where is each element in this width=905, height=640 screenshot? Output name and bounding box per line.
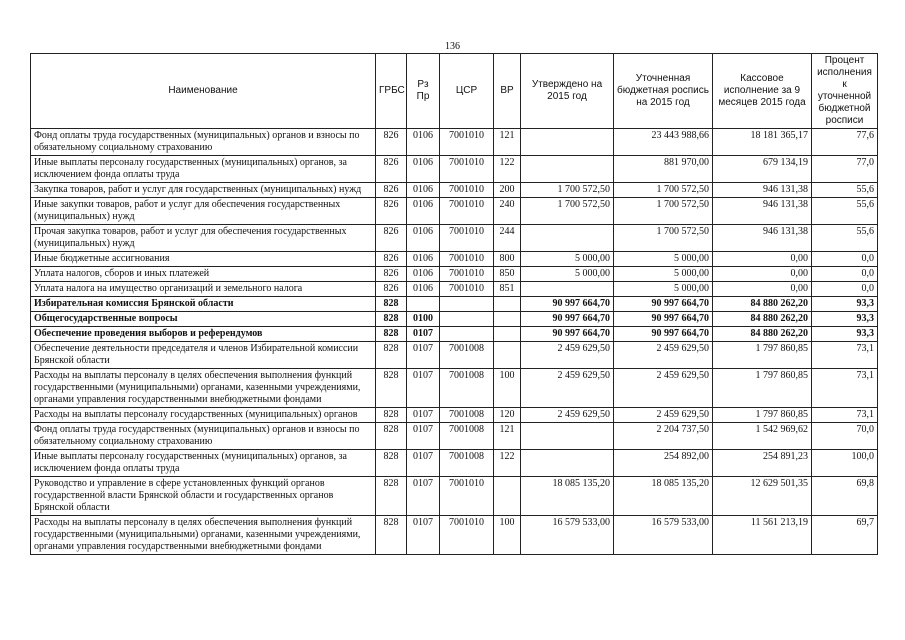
cell-vr: 200: [494, 183, 521, 198]
cell-approved: 16 579 533,00: [521, 516, 614, 555]
cell-csr: 7001010: [440, 267, 494, 282]
cell-rzpr: 0106: [407, 156, 440, 183]
cell-percent: 73,1: [812, 369, 878, 408]
cell-rzpr: 0107: [407, 369, 440, 408]
col-header-csr: ЦСР: [440, 54, 494, 129]
cell-percent: 69,8: [812, 477, 878, 516]
cell-percent: 69,7: [812, 516, 878, 555]
cell-csr: 7001010: [440, 129, 494, 156]
cell-cash: 18 181 365,17: [713, 129, 812, 156]
cell-grbs: 828: [376, 327, 407, 342]
cell-revised: 16 579 533,00: [614, 516, 713, 555]
cell-percent: 55,6: [812, 225, 878, 252]
cell-approved: 90 997 664,70: [521, 327, 614, 342]
cell-grbs: 828: [376, 297, 407, 312]
cell-csr: 7001008: [440, 369, 494, 408]
cell-vr: 121: [494, 423, 521, 450]
col-header-approved: Утверждено на 2015 год: [521, 54, 614, 129]
cell-vr: 851: [494, 282, 521, 297]
cell-cash: 1 797 860,85: [713, 342, 812, 369]
cell-approved: [521, 450, 614, 477]
cell-percent: 100,0: [812, 450, 878, 477]
cell-csr: 7001010: [440, 477, 494, 516]
cell-percent: 55,6: [812, 183, 878, 198]
table-header-row: [31, 54, 878, 129]
cell-grbs: 826: [376, 183, 407, 198]
cell-approved: [521, 423, 614, 450]
table-row: [31, 297, 878, 312]
cell-percent: 55,6: [812, 198, 878, 225]
cell-rzpr: 0107: [407, 516, 440, 555]
cell-name: Фонд оплаты труда государственных (муниципальных) органов и взносы по обязательному социальному страхованию: [31, 423, 376, 450]
cell-approved: 90 997 664,70: [521, 312, 614, 327]
cell-grbs: 828: [376, 369, 407, 408]
cell-percent: 0,0: [812, 252, 878, 267]
cell-name: Расходы на выплаты персоналу в целях обеспечения выполнения функций государственными (муниципальными) органами, казенными учреждениями, органами управления государственными внебюджетными фондами: [31, 516, 376, 555]
cell-approved: 5 000,00: [521, 267, 614, 282]
cell-revised: 1 700 572,50: [614, 198, 713, 225]
cell-percent: 77,6: [812, 129, 878, 156]
cell-cash: 946 131,38: [713, 198, 812, 225]
cell-grbs: 826: [376, 267, 407, 282]
table-row: [31, 198, 878, 225]
cell-grbs: 826: [376, 129, 407, 156]
cell-grbs: 828: [376, 477, 407, 516]
cell-cash: 254 891,23: [713, 450, 812, 477]
table-row: [31, 342, 878, 369]
cell-approved: [521, 129, 614, 156]
cell-revised: 5 000,00: [614, 282, 713, 297]
table-row: [31, 183, 878, 198]
cell-rzpr: 0106: [407, 198, 440, 225]
cell-vr: [494, 327, 521, 342]
cell-cash: 946 131,38: [713, 225, 812, 252]
table-row: [31, 450, 878, 477]
cell-vr: 122: [494, 450, 521, 477]
cell-csr: 7001010: [440, 516, 494, 555]
table-row: [31, 369, 878, 408]
cell-revised: 2 459 629,50: [614, 369, 713, 408]
cell-vr: 850: [494, 267, 521, 282]
cell-name: Руководство и управление в сфере установленных функций органов государственной власти Брянской области и государственных органов Брянской области: [31, 477, 376, 516]
cell-vr: 121: [494, 129, 521, 156]
cell-cash: 1 542 969,62: [713, 423, 812, 450]
table-row: [31, 282, 878, 297]
cell-name: Обеспечение деятельности председателя и членов Избирательной комиссии Брянской области: [31, 342, 376, 369]
cell-name: Уплата налогов, сборов и иных платежей: [31, 267, 376, 282]
cell-csr: 7001010: [440, 183, 494, 198]
cell-csr: [440, 312, 494, 327]
cell-rzpr: 0106: [407, 183, 440, 198]
cell-csr: 7001008: [440, 408, 494, 423]
cell-approved: 5 000,00: [521, 252, 614, 267]
cell-vr: 122: [494, 156, 521, 183]
cell-revised: 5 000,00: [614, 267, 713, 282]
cell-rzpr: 0106: [407, 267, 440, 282]
cell-cash: 0,00: [713, 267, 812, 282]
cell-revised: 881 970,00: [614, 156, 713, 183]
cell-percent: 77,0: [812, 156, 878, 183]
cell-rzpr: 0107: [407, 327, 440, 342]
cell-cash: 679 134,19: [713, 156, 812, 183]
cell-cash: 12 629 501,35: [713, 477, 812, 516]
cell-rzpr: 0107: [407, 423, 440, 450]
cell-revised: 2 204 737,50: [614, 423, 713, 450]
cell-vr: 100: [494, 369, 521, 408]
cell-csr: 7001010: [440, 225, 494, 252]
table-row: [31, 423, 878, 450]
cell-revised: 90 997 664,70: [614, 297, 713, 312]
cell-vr: 100: [494, 516, 521, 555]
cell-vr: 800: [494, 252, 521, 267]
cell-revised: 5 000,00: [614, 252, 713, 267]
cell-approved: 2 459 629,50: [521, 342, 614, 369]
cell-cash: 11 561 213,19: [713, 516, 812, 555]
col-header-grbs: ГРБС: [376, 54, 407, 129]
cell-csr: 7001008: [440, 342, 494, 369]
cell-revised: 90 997 664,70: [614, 312, 713, 327]
cell-approved: [521, 282, 614, 297]
cell-name: Иные бюджетные ассигнования: [31, 252, 376, 267]
cell-revised: 1 700 572,50: [614, 225, 713, 252]
col-header-name: Наименование: [31, 54, 376, 129]
cell-vr: [494, 477, 521, 516]
budget-table: [30, 53, 878, 555]
cell-rzpr: 0106: [407, 282, 440, 297]
col-header-vr: ВР: [494, 54, 521, 129]
cell-revised: 18 085 135,20: [614, 477, 713, 516]
cell-rzpr: [407, 297, 440, 312]
cell-csr: 7001010: [440, 156, 494, 183]
cell-percent: 93,3: [812, 327, 878, 342]
cell-vr: 120: [494, 408, 521, 423]
cell-rzpr: 0107: [407, 342, 440, 369]
cell-approved: [521, 225, 614, 252]
cell-rzpr: 0107: [407, 477, 440, 516]
cell-cash: 946 131,38: [713, 183, 812, 198]
col-header-rzpr: Рз Пр: [407, 54, 440, 129]
cell-rzpr: 0106: [407, 252, 440, 267]
cell-grbs: 826: [376, 156, 407, 183]
cell-csr: [440, 327, 494, 342]
cell-cash: 1 797 860,85: [713, 369, 812, 408]
cell-grbs: 826: [376, 252, 407, 267]
cell-rzpr: 0107: [407, 450, 440, 477]
cell-grbs: 828: [376, 408, 407, 423]
cell-vr: [494, 342, 521, 369]
cell-rzpr: 0107: [407, 408, 440, 423]
cell-rzpr: 0106: [407, 225, 440, 252]
cell-name: Расходы на выплаты персоналу государственных (муниципальных) органов: [31, 408, 376, 423]
cell-name: Иные выплаты персоналу государственных (муниципальных) органов, за исключением фонда оплаты труда: [31, 156, 376, 183]
cell-csr: [440, 297, 494, 312]
col-header-revised: Уточненная бюджетная роспись на 2015 год: [614, 54, 713, 129]
cell-grbs: 828: [376, 342, 407, 369]
cell-percent: 93,3: [812, 297, 878, 312]
cell-name: Общегосударственные вопросы: [31, 312, 376, 327]
cell-cash: 84 880 262,20: [713, 312, 812, 327]
cell-grbs: 826: [376, 282, 407, 297]
cell-revised: 23 443 988,66: [614, 129, 713, 156]
cell-cash: 1 797 860,85: [713, 408, 812, 423]
cell-vr: 240: [494, 198, 521, 225]
table-row: [31, 225, 878, 252]
cell-cash: 0,00: [713, 282, 812, 297]
cell-name: Иные закупки товаров, работ и услуг для обеспечения государственных (муниципальных) нужд: [31, 198, 376, 225]
cell-revised: 2 459 629,50: [614, 342, 713, 369]
cell-name: Прочая закупка товаров, работ и услуг для обеспечения государственных (муниципальных) нужд: [31, 225, 376, 252]
cell-grbs: 826: [376, 225, 407, 252]
cell-percent: 73,1: [812, 342, 878, 369]
col-header-percent: Процент исполнения к уточненной бюджетной росписи: [812, 54, 878, 129]
cell-name: Уплата налога на имущество организаций и земельного налога: [31, 282, 376, 297]
cell-percent: 0,0: [812, 282, 878, 297]
cell-name: Иные выплаты персоналу государственных (муниципальных) органов, за исключением фонда оплаты труда: [31, 450, 376, 477]
cell-csr: 7001008: [440, 423, 494, 450]
table-row: [31, 327, 878, 342]
cell-rzpr: 0100: [407, 312, 440, 327]
cell-rzpr: 0106: [407, 129, 440, 156]
page-number: 136: [445, 41, 460, 52]
cell-approved: 2 459 629,50: [521, 369, 614, 408]
cell-name: Фонд оплаты труда государственных (муниципальных) органов и взносы по обязательному социальному страхованию: [31, 129, 376, 156]
cell-percent: 0,0: [812, 267, 878, 282]
cell-vr: [494, 297, 521, 312]
cell-grbs: 826: [376, 198, 407, 225]
cell-name: Расходы на выплаты персоналу в целях обеспечения выполнения функций государственными (муниципальными) органами, казенными учреждениями, органами управления государственными внебюджетными фондами: [31, 369, 376, 408]
cell-csr: 7001010: [440, 252, 494, 267]
cell-csr: 7001008: [440, 450, 494, 477]
cell-approved: [521, 156, 614, 183]
cell-approved: 18 085 135,20: [521, 477, 614, 516]
cell-cash: 84 880 262,20: [713, 297, 812, 312]
table-row: [31, 408, 878, 423]
cell-grbs: 828: [376, 516, 407, 555]
cell-percent: 93,3: [812, 312, 878, 327]
cell-approved: 1 700 572,50: [521, 183, 614, 198]
cell-revised: 90 997 664,70: [614, 327, 713, 342]
cell-name: Закупка товаров, работ и услуг для государственных (муниципальных) нужд: [31, 183, 376, 198]
cell-revised: 1 700 572,50: [614, 183, 713, 198]
cell-percent: 73,1: [812, 408, 878, 423]
cell-revised: 2 459 629,50: [614, 408, 713, 423]
cell-vr: [494, 312, 521, 327]
col-header-cash: Кассовое исполнение за 9 месяцев 2015 года: [713, 54, 812, 129]
cell-name: Избирательная комиссия Брянской области: [31, 297, 376, 312]
table-row: [31, 129, 878, 156]
cell-approved: 90 997 664,70: [521, 297, 614, 312]
table-row: [31, 477, 878, 516]
table-row: [31, 252, 878, 267]
cell-approved: 1 700 572,50: [521, 198, 614, 225]
table-row: [31, 267, 878, 282]
cell-grbs: 828: [376, 423, 407, 450]
table-row: [31, 312, 878, 327]
cell-grbs: 828: [376, 312, 407, 327]
cell-percent: 70,0: [812, 423, 878, 450]
cell-grbs: 828: [376, 450, 407, 477]
cell-approved: 2 459 629,50: [521, 408, 614, 423]
cell-revised: 254 892,00: [614, 450, 713, 477]
table-row: [31, 516, 878, 555]
cell-csr: 7001010: [440, 198, 494, 225]
cell-vr: 244: [494, 225, 521, 252]
cell-cash: 0,00: [713, 252, 812, 267]
cell-name: Обеспечение проведения выборов и референдумов: [31, 327, 376, 342]
cell-csr: 7001010: [440, 282, 494, 297]
table-row: [31, 156, 878, 183]
cell-cash: 84 880 262,20: [713, 327, 812, 342]
